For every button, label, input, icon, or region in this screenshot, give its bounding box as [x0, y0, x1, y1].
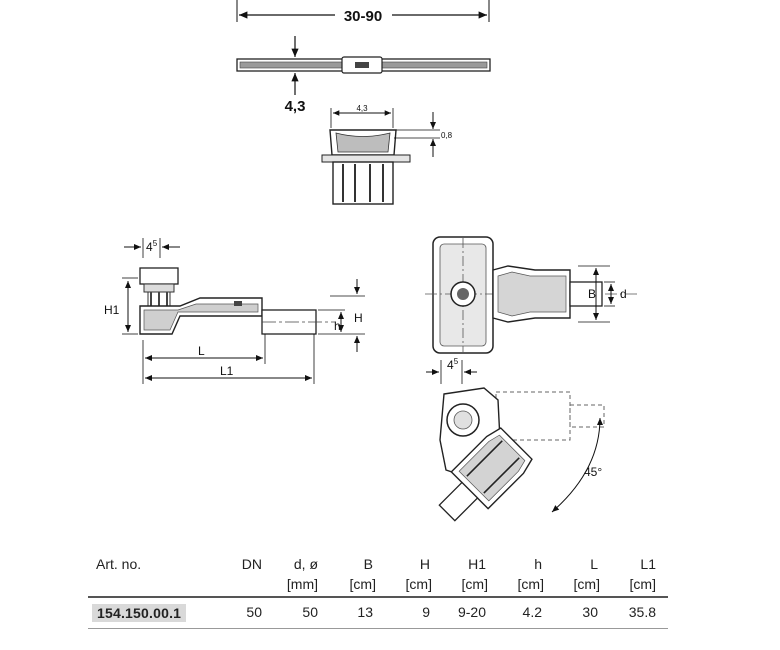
cell-B: 13	[357, 604, 373, 620]
L-label: L	[198, 344, 205, 358]
header-dn: DN	[241, 556, 262, 572]
H-label: H	[354, 311, 363, 325]
unit-h: [cm]	[517, 576, 544, 592]
channel-cross-section	[322, 104, 453, 204]
header-B: B	[363, 556, 373, 572]
header-H: H	[419, 556, 430, 572]
unit-d: [mm]	[286, 576, 318, 592]
rotated-45-view	[426, 357, 604, 531]
cell-artno: 154.150.00.1	[92, 604, 186, 622]
H1-label: H1	[104, 303, 120, 317]
cell-d: 50	[302, 604, 318, 620]
cell-L: 30	[582, 604, 598, 620]
table-header-row-top	[88, 556, 668, 576]
header-artno: Art. no.	[96, 556, 142, 572]
table-row	[88, 604, 668, 624]
table-divider	[88, 596, 668, 598]
header-L1: L1	[640, 556, 656, 572]
cell-dn: 50	[246, 604, 262, 620]
unit-L: [cm]	[573, 576, 600, 592]
unit-H1: [cm]	[461, 576, 488, 592]
cell-h: 4.2	[522, 604, 542, 620]
profile-width-label: 4,3	[356, 104, 368, 113]
header-L: L	[590, 556, 598, 572]
offset-label-b: $4^5$	[447, 357, 459, 372]
cell-H1: 9-20	[457, 604, 486, 620]
plan-view	[425, 237, 640, 353]
unit-H: [cm]	[405, 576, 432, 592]
header-h: h	[534, 556, 542, 572]
height-dimension	[285, 36, 306, 115]
header-d: d, ø	[293, 556, 318, 572]
profile-drop-label: 0,8	[441, 131, 453, 140]
h-label: h	[334, 319, 341, 333]
length-label: 30-90	[343, 8, 383, 25]
height-label: 4,3	[284, 98, 306, 115]
table-bottom-rule	[88, 628, 668, 629]
unit-L1: [cm]	[629, 576, 656, 592]
unit-B: [cm]	[349, 576, 376, 592]
offset-label-a: $4^5$	[146, 239, 158, 254]
cell-H: 9	[422, 604, 430, 620]
side-elevation-view	[104, 238, 365, 384]
table-header-row-units	[88, 576, 668, 596]
B-label: B	[588, 287, 597, 301]
d-label: d	[620, 287, 627, 301]
cell-L1: 35.8	[628, 604, 656, 620]
angle-label: 45°	[584, 465, 603, 479]
L1-label: L1	[220, 364, 234, 378]
drain-channel-top-view	[237, 57, 490, 73]
header-H1: H1	[468, 556, 486, 572]
length-dimension	[237, 0, 489, 25]
